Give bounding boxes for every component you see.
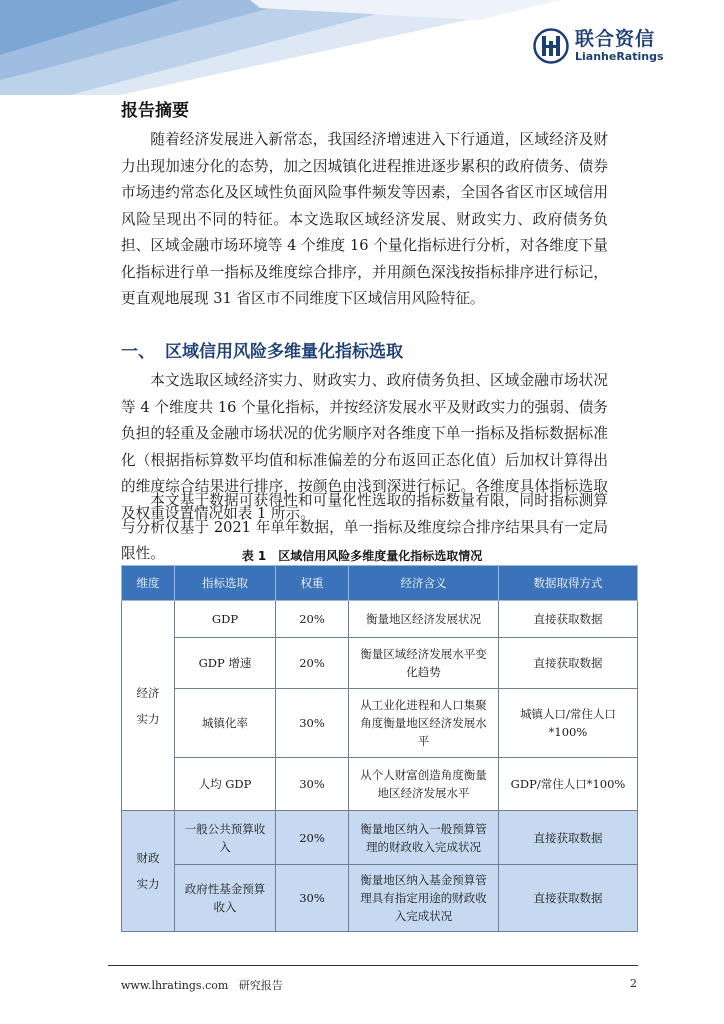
source-cell: 直接获取数据	[499, 865, 638, 932]
section-1-paragraph-2: 本文基于数据可获得性和可量化性选取的指标数量有限，同时指标测算与分析仅基于 2021 年单年数据，单一指标及维度综合排序结果具有一定局限性。	[121, 492, 608, 562]
section-1-number: 一、	[121, 342, 155, 362]
source-cell: GDP/常住人口*100%	[499, 758, 638, 811]
indicator-cell: GDP 增速	[175, 638, 276, 689]
lianhe-logo	[533, 28, 664, 64]
table-1-caption: 表 1 区域信用风险多维度量化指标选取情况	[241, 549, 483, 563]
footer-divider	[108, 965, 638, 966]
logo-english-name: LianheRatings	[575, 50, 664, 63]
indicator-cell: GDP	[175, 601, 276, 638]
summary-paragraph: 随着经济发展进入新常态，我国经济增速进入下行通道，区域经济及财力出现加速分化的态势，加之因城镇化进程推进逐步累积的政府债务、债券市场违约常态化及区域性负面风险事件频发等因素，全国各省区市区域信用风险呈现出不同的特征。本文选取区域经济发展、财政实力、政府债务负担、区域金融市场环境等 4 个维度 16 个量化指标进行分析，对各维度下量化指标进行单一指标及维度综合排序，并用颜色深浅按指标排序进行标记，更直观地展现 31 省区市不同维度下区域信用风险特征。	[121, 131, 608, 307]
weight-cell: 20%	[276, 601, 349, 638]
dimension-cell-economy: 经济 实力	[122, 601, 175, 811]
header-meaning: 经济含义	[349, 566, 499, 601]
source-cell: 直接获取数据	[499, 811, 638, 865]
lianhe-logo-icon	[533, 28, 569, 64]
source-cell: 城镇人口/常住人口*100%	[499, 689, 638, 758]
indicator-cell: 城镇化率	[175, 689, 276, 758]
weight-cell: 30%	[276, 689, 349, 758]
weight-cell: 20%	[276, 638, 349, 689]
section-1-title: 区域信用风险多维量化指标选取	[165, 342, 403, 362]
weight-cell: 30%	[276, 865, 349, 932]
indicator-cell: 一般公共预算收入	[175, 811, 276, 865]
header-weight: 权重	[276, 566, 349, 601]
footer-label: 研究报告	[238, 979, 283, 992]
section-1-paragraph-1: 本文选取区域经济实力、财政实力、政府债务负担、区域金融市场状况等 4 个维度共 16 个量化指标，并按经济发展水平及财政实力的强弱、债务负担的轻重及金融市场状况的优劣顺序对各维度下单一指标及指标数据标准化（根据指标算数平均值和标准偏差的分布返回正态化值）后加权计算得出的维度综合结果进行排序，按颜色由浅到深进行标记。各维度具体指标选取及权重设置情况如表 1 所示。	[121, 372, 608, 522]
meaning-cell: 衡量地区纳入基金预算管理具有指定用途的财政收入完成状况	[349, 865, 499, 932]
footer-info	[121, 977, 283, 993]
section-1-heading	[121, 337, 403, 362]
indicator-table	[121, 565, 638, 932]
table-row	[122, 811, 638, 865]
header-decoration	[0, 0, 560, 95]
meaning-cell: 从工业化进程和人口集聚角度衡量地区经济发展水平	[349, 689, 499, 758]
table-row	[122, 601, 638, 638]
table-row	[122, 865, 638, 932]
logo-chinese-name: 联合资信	[575, 28, 656, 50]
source-cell: 直接获取数据	[499, 638, 638, 689]
header-dimension: 维度	[122, 566, 175, 601]
indicator-cell: 人均 GDP	[175, 758, 276, 811]
meaning-cell: 衡量地区纳入一般预算管理的财政收入完成状况	[349, 811, 499, 865]
table-header-row	[122, 566, 638, 601]
meaning-cell: 衡量地区经济发展状况	[349, 601, 499, 638]
meaning-cell: 从个人财富创造角度衡量地区经济发展水平	[349, 758, 499, 811]
weight-cell: 20%	[276, 811, 349, 865]
page-number: 2	[630, 977, 637, 990]
header-indicator: 指标选取	[175, 566, 276, 601]
weight-cell: 30%	[276, 758, 349, 811]
indicator-cell: 政府性基金预算收入	[175, 865, 276, 932]
table-row	[122, 638, 638, 689]
table-row	[122, 689, 638, 758]
source-cell: 直接获取数据	[499, 601, 638, 638]
dimension-cell-fiscal: 财政 实力	[122, 811, 175, 932]
table-row	[122, 758, 638, 811]
footer-site-link[interactable]: www.lhratings.com	[121, 979, 229, 992]
header-source: 数据取得方式	[499, 566, 638, 601]
summary-heading: 报告摘要	[121, 101, 189, 121]
meaning-cell: 衡量区域经济发展水平变化趋势	[349, 638, 499, 689]
